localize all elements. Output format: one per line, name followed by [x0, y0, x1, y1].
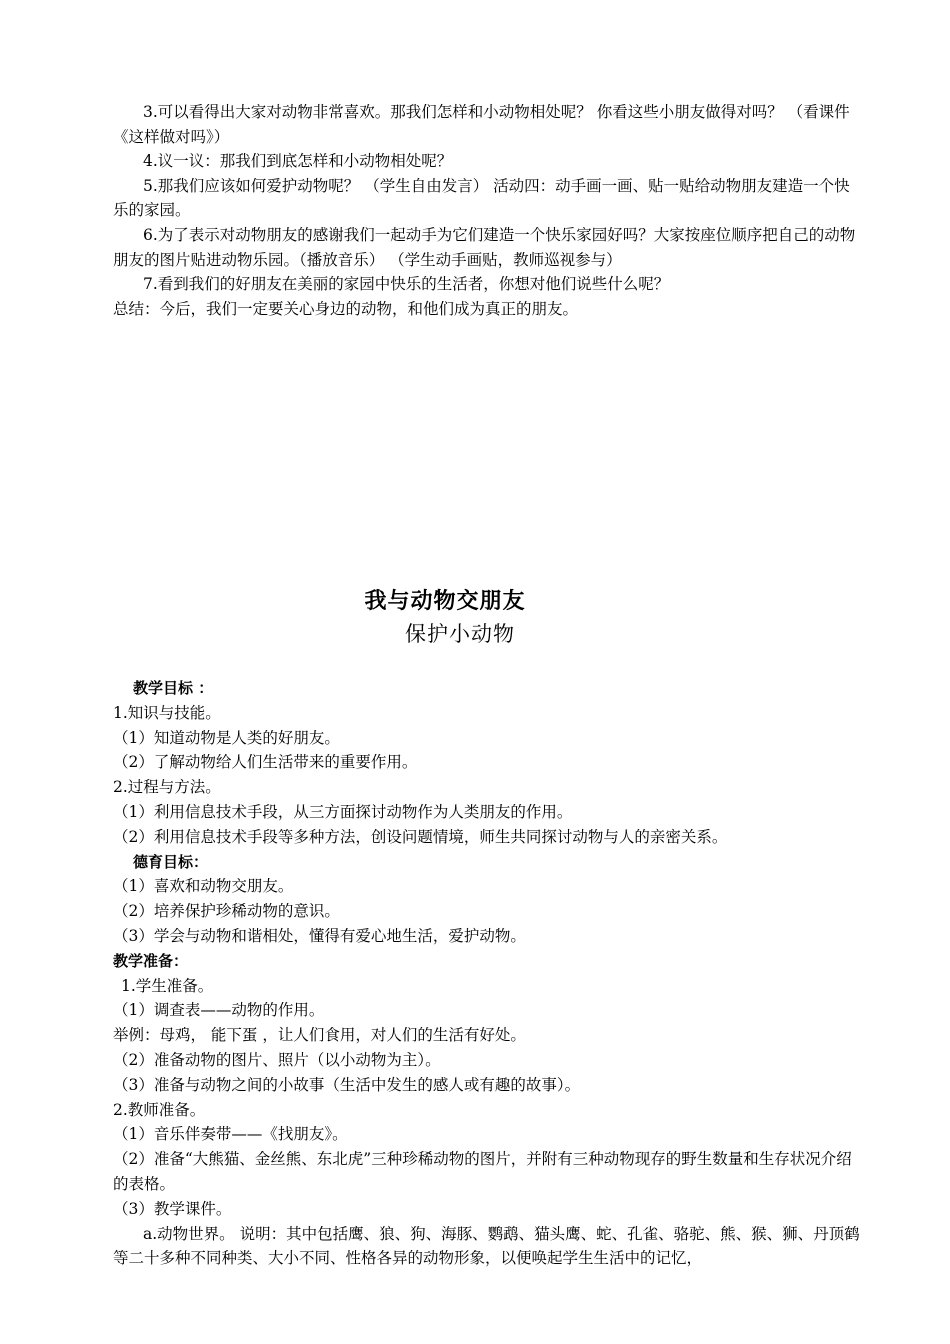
preparation-heading: 教学准备： — [113, 951, 189, 970]
document-title: 我与动物交朋友 — [364, 589, 526, 614]
list-item: （2）准备“大熊猫、金丝熊、东北虎”三种珍稀动物的图片，并附有三种动物现存的野生数量和生存状况介绍的表格。 — [113, 1150, 852, 1193]
list-item: （1）利用信息技术手段，从三方面探讨动物作为人类朋友的作用。 — [113, 802, 573, 821]
document-subtitle: 保护小动物 — [405, 622, 515, 646]
list-item: （1）喜欢和动物交朋友。 — [113, 877, 294, 896]
lesson-steps-section — [113, 100, 863, 321]
list-item: 举例：母鸡， 能下蛋 ，让人们食用，对人们的生活有好处。 — [113, 1026, 526, 1045]
list-item: （2）利用信息技术手段等多种方法，创设问题情境，师生共同探讨动物与人的亲密关系。 — [113, 827, 728, 846]
step-6-paragraph: 6.为了表示对动物朋友的感谢我们一起动手为它们建造一个快乐家园好吗？大家按座位顺序把自己的动物朋友的图片贴进动物乐园。（播放音乐） （学生动手画贴，教师巡视参与） — [113, 225, 856, 269]
list-item: 2.教师准备。 — [113, 1100, 206, 1119]
lesson-plan-section — [113, 676, 863, 1271]
step-5-paragraph: 5.那我们应该如何爱护动物呢？ （学生自由发言） 活动四：动手画一画、贴一贴给动物朋友建造一个快乐的家园。 — [113, 176, 850, 220]
list-item: （1）调查表——动物的作用。 — [113, 1001, 325, 1020]
list-item: 1.学生准备。 — [121, 976, 214, 995]
list-item: （3）准备与动物之间的小故事（生活中发生的感人或有趣的故事）。 — [113, 1075, 581, 1094]
list-item: （1）知道动物是人类的好朋友。 — [113, 728, 340, 747]
step-3-paragraph: 3.可以看得出大家对动物非常喜欢。那我们怎样和小动物相处呢？ 你看这些小朋友做得对吗？ （看课件《这样做对吗》） — [113, 103, 850, 146]
list-item: （3）教学课件。 — [113, 1199, 232, 1218]
list-item: （2）了解动物给人们生活带来的重要作用。 — [113, 753, 418, 772]
list-item: （2）培养保护珍稀动物的意识。 — [113, 902, 340, 921]
moral-goals-heading: 德育目标： — [133, 852, 209, 871]
list-item: （2）准备动物的图片、照片（以小动物为主）。 — [113, 1050, 441, 1069]
step-4-paragraph: 4.议一议：那我们到底怎样和小动物相处呢？ — [143, 152, 453, 171]
step-7-paragraph: 7.看到我们的好朋友在美丽的家园中快乐的生活者，你想对他们说些什么呢？ — [143, 275, 670, 294]
list-item: （1）音乐伴奏带——《找朋友》。 — [113, 1125, 348, 1144]
goals-heading: 教学目标 ： — [133, 679, 214, 697]
list-item: 2.过程与方法。 — [113, 778, 221, 797]
summary-paragraph: 总结：今后，我们一定要关心身边的动物，和他们成为真正的朋友。 — [113, 299, 579, 318]
list-item: a.动物世界。 说明：其中包括鹰、狼、狗、海豚、鹦鹉、猫头鹰、蛇、孔雀、骆驼、熊、猴、狮、丹顶鹤等二十多种不同种类、大小不同、性格各异的动物形象，以便唤起学生生活中的记忆， — [113, 1224, 860, 1268]
list-item: （3）学会与动物和谐相处，懂得有爱心地生活，爱护动物。 — [113, 926, 526, 945]
list-item: 1.知识与技能。 — [113, 703, 221, 722]
